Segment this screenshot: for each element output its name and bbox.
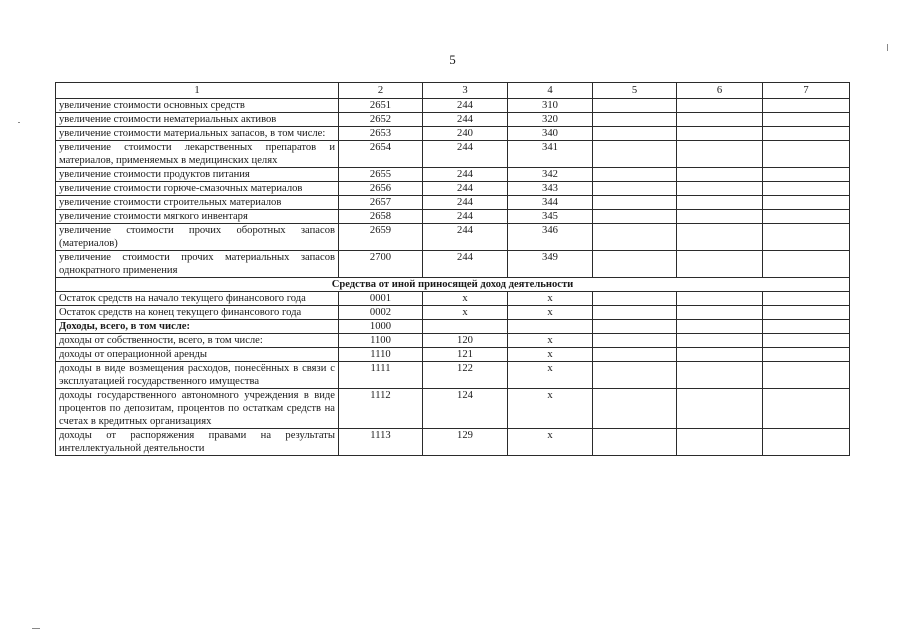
row-code-cell: 1113	[339, 429, 423, 456]
table-row	[56, 182, 850, 196]
row-name-cell: Остаток средств на начало текущего финансового года	[56, 292, 339, 306]
table-row	[56, 210, 850, 224]
row-value-cell	[677, 389, 763, 429]
row-kosgu-cell: x	[508, 306, 593, 320]
scan-mark	[887, 44, 888, 51]
row-kvr-cell: 244	[423, 251, 508, 278]
row-code-cell: 2652	[339, 113, 423, 127]
row-code-cell: 0002	[339, 306, 423, 320]
row-kosgu-cell: x	[508, 348, 593, 362]
row-name-cell: доходы государственного автономного учреждения в виде процентов по депозитам, процентов по остаткам средств на счетах в кредитных организациях	[56, 389, 339, 429]
row-value-cell	[763, 141, 850, 168]
row-name-cell: доходы от собственности, всего, в том числе:	[56, 334, 339, 348]
row-value-cell	[677, 348, 763, 362]
row-value-cell	[677, 334, 763, 348]
row-value-cell	[593, 306, 677, 320]
table-row	[56, 334, 850, 348]
row-value-cell	[593, 127, 677, 141]
row-kosgu-cell: 320	[508, 113, 593, 127]
row-kvr-cell: 244	[423, 168, 508, 182]
table-row	[56, 127, 850, 141]
row-kvr-cell: 244	[423, 113, 508, 127]
row-kvr-cell: 124	[423, 389, 508, 429]
header-cell-6: 6	[677, 83, 763, 99]
row-kosgu-cell: x	[508, 362, 593, 389]
row-value-cell	[593, 141, 677, 168]
row-value-cell	[763, 99, 850, 113]
row-value-cell	[677, 113, 763, 127]
row-value-cell	[763, 334, 850, 348]
row-name-cell: увеличение стоимости основных средств	[56, 99, 339, 113]
row-code-cell: 2657	[339, 196, 423, 210]
report-table	[55, 82, 850, 456]
row-code-cell: 2659	[339, 224, 423, 251]
table-row	[56, 320, 850, 334]
table-row	[56, 141, 850, 168]
row-value-cell	[677, 251, 763, 278]
row-value-cell	[593, 113, 677, 127]
row-kosgu-cell: x	[508, 429, 593, 456]
page-number: 5	[449, 52, 456, 67]
row-kosgu-cell: 342	[508, 168, 593, 182]
row-kvr-cell: 122	[423, 362, 508, 389]
row-value-cell	[763, 306, 850, 320]
row-value-cell	[677, 196, 763, 210]
row-kvr-cell: 129	[423, 429, 508, 456]
row-kvr-cell: 244	[423, 182, 508, 196]
row-value-cell	[677, 141, 763, 168]
row-kvr-cell	[423, 320, 508, 334]
table-row	[56, 224, 850, 251]
row-value-cell	[763, 182, 850, 196]
row-value-cell	[593, 292, 677, 306]
row-value-cell	[677, 182, 763, 196]
row-name-cell: увеличение стоимости мягкого инвентаря	[56, 210, 339, 224]
row-kvr-cell: 121	[423, 348, 508, 362]
row-kvr-cell: 244	[423, 224, 508, 251]
row-code-cell: 1100	[339, 334, 423, 348]
row-code-cell: 2656	[339, 182, 423, 196]
row-name-cell: увеличение стоимости прочих материальных запасов однократного применения	[56, 251, 339, 278]
row-value-cell	[677, 168, 763, 182]
row-name-cell: доходы в виде возмещения расходов, понесённых в связи с эксплуатацией государственного имущества	[56, 362, 339, 389]
row-value-cell	[677, 306, 763, 320]
row-value-cell	[763, 389, 850, 429]
row-kosgu-cell: x	[508, 292, 593, 306]
row-kosgu-cell: x	[508, 334, 593, 348]
row-name-cell: увеличение стоимости прочих оборотных запасов (материалов)	[56, 224, 339, 251]
table-row	[56, 196, 850, 210]
row-name-cell: увеличение стоимости лекарственных препаратов и материалов, применяемых в медицинских целях	[56, 141, 339, 168]
header-cell-1: 1	[56, 83, 339, 99]
row-name-cell: увеличение стоимости материальных запасов, в том числе:	[56, 127, 339, 141]
row-kosgu-cell: 310	[508, 99, 593, 113]
row-value-cell	[677, 320, 763, 334]
table-row	[56, 113, 850, 127]
row-kvr-cell: 244	[423, 141, 508, 168]
row-kvr-cell: 120	[423, 334, 508, 348]
table-row	[56, 292, 850, 306]
row-value-cell	[677, 429, 763, 456]
row-value-cell	[763, 362, 850, 389]
row-kvr-cell: 244	[423, 99, 508, 113]
row-value-cell	[593, 429, 677, 456]
table-row	[56, 429, 850, 456]
table-row	[56, 251, 850, 278]
table-row	[56, 168, 850, 182]
header-cell-2: 2	[339, 83, 423, 99]
row-code-cell: 2653	[339, 127, 423, 141]
row-value-cell	[763, 251, 850, 278]
row-value-cell	[593, 196, 677, 210]
row-code-cell: 2654	[339, 141, 423, 168]
row-kosgu-cell: 340	[508, 127, 593, 141]
row-kosgu-cell: x	[508, 389, 593, 429]
row-value-cell	[763, 196, 850, 210]
row-code-cell: 2700	[339, 251, 423, 278]
scan-mark	[18, 122, 20, 123]
row-value-cell	[763, 292, 850, 306]
row-code-cell: 0001	[339, 292, 423, 306]
row-kosgu-cell: 343	[508, 182, 593, 196]
row-value-cell	[763, 168, 850, 182]
row-value-cell	[677, 292, 763, 306]
row-code-cell: 1112	[339, 389, 423, 429]
row-code-cell: 1000	[339, 320, 423, 334]
row-value-cell	[763, 224, 850, 251]
section-title: Средства от иной приносящей доход деятельности	[56, 278, 850, 292]
row-kosgu-cell: 341	[508, 141, 593, 168]
row-value-cell	[763, 113, 850, 127]
row-name-cell: Остаток средств на конец текущего финансового года	[56, 306, 339, 320]
row-kosgu-cell	[508, 320, 593, 334]
row-value-cell	[593, 224, 677, 251]
row-value-cell	[763, 348, 850, 362]
row-value-cell	[677, 210, 763, 224]
row-code-cell: 2655	[339, 168, 423, 182]
row-value-cell	[593, 251, 677, 278]
row-value-cell	[593, 99, 677, 113]
row-name-cell: увеличение стоимости продуктов питания	[56, 168, 339, 182]
row-kvr-cell: x	[423, 306, 508, 320]
row-value-cell	[677, 224, 763, 251]
row-value-cell	[763, 320, 850, 334]
table-row	[56, 389, 850, 429]
row-value-cell	[593, 210, 677, 224]
row-value-cell	[593, 362, 677, 389]
table-row	[56, 348, 850, 362]
table-row	[56, 362, 850, 389]
row-code-cell: 2651	[339, 99, 423, 113]
row-name-cell: Доходы, всего, в том числе:	[56, 320, 339, 334]
row-code-cell: 2658	[339, 210, 423, 224]
header-cell-5: 5	[593, 83, 677, 99]
header-cell-4: 4	[508, 83, 593, 99]
table-row	[56, 306, 850, 320]
row-value-cell	[677, 362, 763, 389]
row-value-cell	[593, 348, 677, 362]
row-code-cell: 1110	[339, 348, 423, 362]
row-name-cell: увеличение стоимости строительных материалов	[56, 196, 339, 210]
header-cell-3: 3	[423, 83, 508, 99]
row-code-cell: 1111	[339, 362, 423, 389]
row-value-cell	[763, 127, 850, 141]
table-row	[56, 99, 850, 113]
row-name-cell: увеличение стоимости нематериальных активов	[56, 113, 339, 127]
row-kosgu-cell: 346	[508, 224, 593, 251]
header-row	[56, 83, 850, 99]
row-value-cell	[763, 210, 850, 224]
row-kvr-cell: 244	[423, 210, 508, 224]
row-kosgu-cell: 345	[508, 210, 593, 224]
row-value-cell	[593, 168, 677, 182]
section-row	[56, 278, 850, 292]
row-name-cell: доходы от операционной аренды	[56, 348, 339, 362]
row-name-cell: увеличение стоимости горюче-смазочных материалов	[56, 182, 339, 196]
row-value-cell	[677, 127, 763, 141]
row-kvr-cell: x	[423, 292, 508, 306]
row-value-cell	[593, 389, 677, 429]
row-kvr-cell: 240	[423, 127, 508, 141]
row-kosgu-cell: 349	[508, 251, 593, 278]
row-name-cell: доходы от распоряжения правами на результаты интеллектуальной деятельности	[56, 429, 339, 456]
row-value-cell	[763, 429, 850, 456]
row-value-cell	[593, 334, 677, 348]
row-value-cell	[593, 320, 677, 334]
row-kosgu-cell: 344	[508, 196, 593, 210]
row-value-cell	[593, 182, 677, 196]
row-kvr-cell: 244	[423, 196, 508, 210]
scan-mark	[32, 628, 40, 629]
row-value-cell	[677, 99, 763, 113]
header-cell-7: 7	[763, 83, 850, 99]
